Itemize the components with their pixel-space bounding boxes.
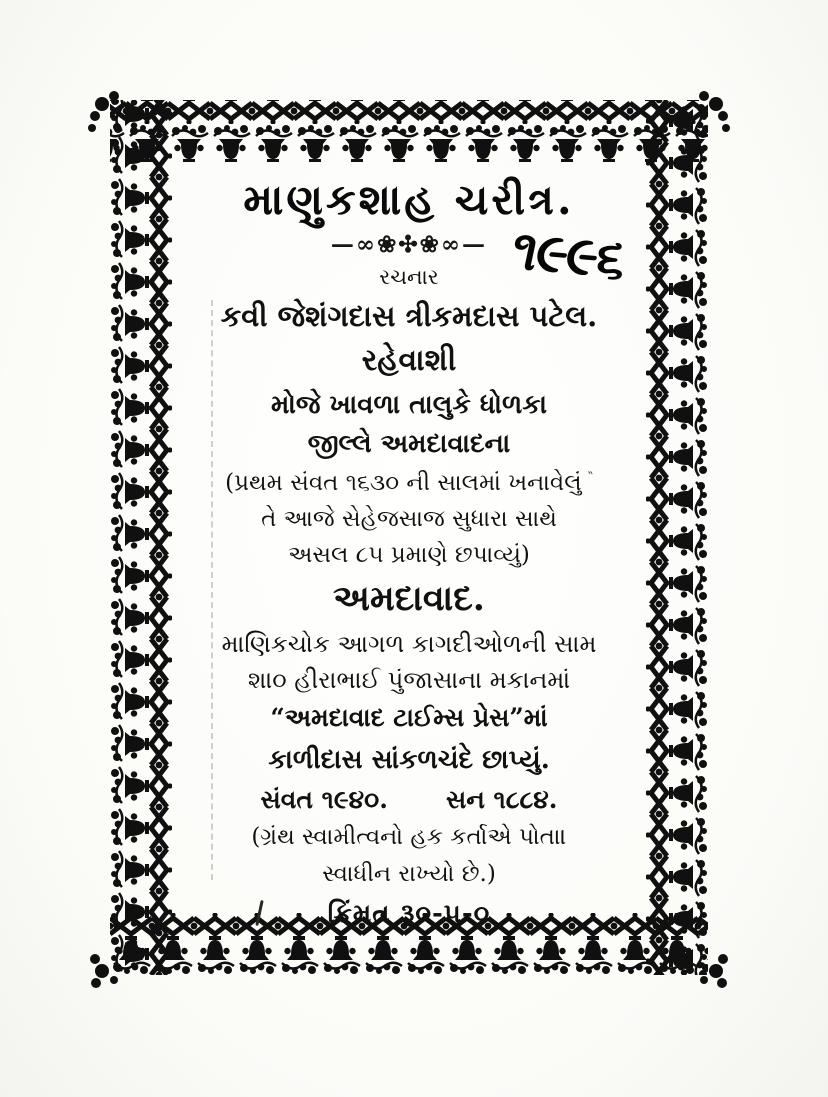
byline-label: રચનાર <box>379 265 439 290</box>
author-name: કવી જેશંગદાસ ત્રીકમદાસ પટેલ. <box>220 298 598 333</box>
samvat-year: સંવત ૧૯૪૦. <box>260 785 388 814</box>
san-year: સન ૧૮૮૪. <box>445 785 558 814</box>
copyright-line-2: સ્વાધીન રાખ્યો છે.) <box>322 861 496 887</box>
residence-label: રહેવાશી <box>361 342 457 378</box>
edition-note-3: અસલ ૮૫ પ્રમાણે છપાવ્યું) <box>288 541 530 568</box>
printer-line: કાળીદાસ સાંકળચંદે છાપ્યું. <box>268 744 550 775</box>
copyright-line-1: (ગ્રંથ સ્વામીત્વનો હક કર્તાએ પોતા। <box>251 824 567 851</box>
handwritten-year-annotation: ૧૯૯૬ <box>505 217 632 291</box>
press-name-line: “અમદાવાદ ટાઈમ્સ પ્રેસ”માં <box>270 703 548 733</box>
title-page-content <box>172 164 646 930</box>
book-title: માણુકશાહ ચરીત્ર. <box>243 175 575 224</box>
edition-note-2: તે આજે સેહેજસાજ સુધારા સાથે <box>261 506 557 532</box>
publication-dates <box>172 784 646 815</box>
address-line-2: શા૦ હીરાભાઈ પુંજાસાના મકાનમાં <box>247 666 571 695</box>
ornament-divider: —∞❀✣❀∞— <box>330 230 488 258</box>
price-line: કિંમત રૂ૦-૫-૦ <box>327 898 491 929</box>
stray-quote-mark: ‶ <box>587 469 593 486</box>
residence-district: જીલ્લે અમદાવાદના <box>307 428 511 459</box>
city-name: અમદાવાદ. <box>333 577 485 619</box>
address-line-1: માણિકચોક આગળ કાગદીઓળની સામ <box>221 630 597 659</box>
edition-note-1-text: (પ્રથમ સંવત ૧૬૩૦ ની સાલમાં ખનાવેલું <box>225 470 582 497</box>
residence-village: મોજે ખાવળા તાલુકે ધોળકા <box>271 390 547 421</box>
edition-note-1 <box>172 469 646 498</box>
